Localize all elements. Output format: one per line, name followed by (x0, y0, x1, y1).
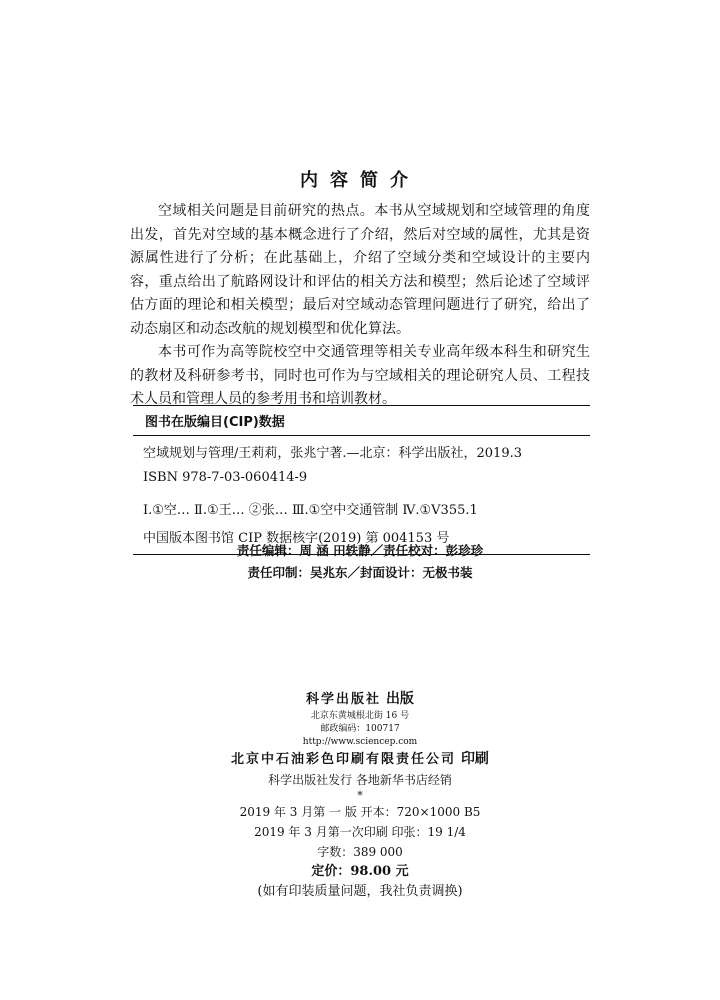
publisher-action: 出版 (385, 691, 414, 707)
publication-info (0, 689, 720, 902)
cip-classification: Ⅰ.①空… Ⅱ.①王… ②张… Ⅲ.①空中交通管制 Ⅳ.①V355.1 (143, 503, 478, 518)
printer-name: 北京中石油彩色印刷有限责任公司 (231, 752, 457, 767)
intro-paragraph-1: 空域相关问题是目前研究的热点。本书从空域规划和空域管理的角度出发，首先对空域的基本概念进行了介绍，然后对空域的属性，尤其是资源属性进行了分析；在此基础上，介绍了空域分类和空域设计的主要内容，重点给出了航路网设计和评估的相关方法和模型；然后论述了空域评估方面的理论和相关模型；最后对空域动态管理问题进行了研究，给出了动态扇区和动态改航的规划模型和优化算法。 (130, 203, 590, 337)
editor-line-1: 责任编辑：周 涵 田轶静／责任校对：彭珍珍 (236, 543, 484, 558)
publisher-row (0, 689, 720, 710)
publisher-name: 科学出版社 (306, 692, 382, 707)
edition-line: 2019 年 3 月第 一 版 开本：720×1000 B5 (239, 805, 481, 819)
separator-star: * (357, 789, 363, 802)
printer-row (0, 749, 720, 770)
publisher-address: 北京东黄城根北街 16 号 (310, 711, 410, 721)
page-title: 内容简介 (300, 170, 420, 191)
cip-record-number: 中国版本图书馆 CIP 数据核字(2019) 第 004153 号 (143, 530, 450, 546)
cip-heading: 图书在版编目(CIP)数据 (133, 406, 590, 436)
editor-line-2: 责任印制：吴兆东／封面设计：无极书装 (247, 565, 473, 580)
publisher-url: http://www.sciencep.com (302, 737, 418, 747)
publisher-postcode: 邮政编码：100717 (320, 724, 400, 734)
book-introduction (130, 200, 590, 412)
cip-isbn: ISBN 978-7-03-060414-9 (143, 469, 308, 485)
price: 定价：98.00 元 (311, 864, 409, 879)
printer-action: 印刷 (460, 751, 489, 767)
word-count: 字数：389 000 (317, 845, 403, 859)
cip-data-block (133, 405, 590, 555)
intro-paragraph-2: 本书可作为高等院校空中交通管理等相关专业高年级本科生和研究生的教材及科研参考书，同时也可作为与空域相关的理论研究人员、工程技术人员和管理人员的参考用书和培训教材。 (130, 344, 590, 407)
printing-line: 2019 年 3 月第一次印刷 印张：19 1/4 (254, 825, 466, 839)
cip-title-line: 空域规划与管理/王莉莉，张兆宁著.—北京：科学出版社，2019.3 (143, 446, 522, 461)
distribution-line: 科学出版社发行 各地新华书店经销 (268, 773, 452, 787)
editor-credits (0, 540, 720, 584)
quality-note: (如有印装质量问题，我社负责调换) (257, 884, 463, 899)
